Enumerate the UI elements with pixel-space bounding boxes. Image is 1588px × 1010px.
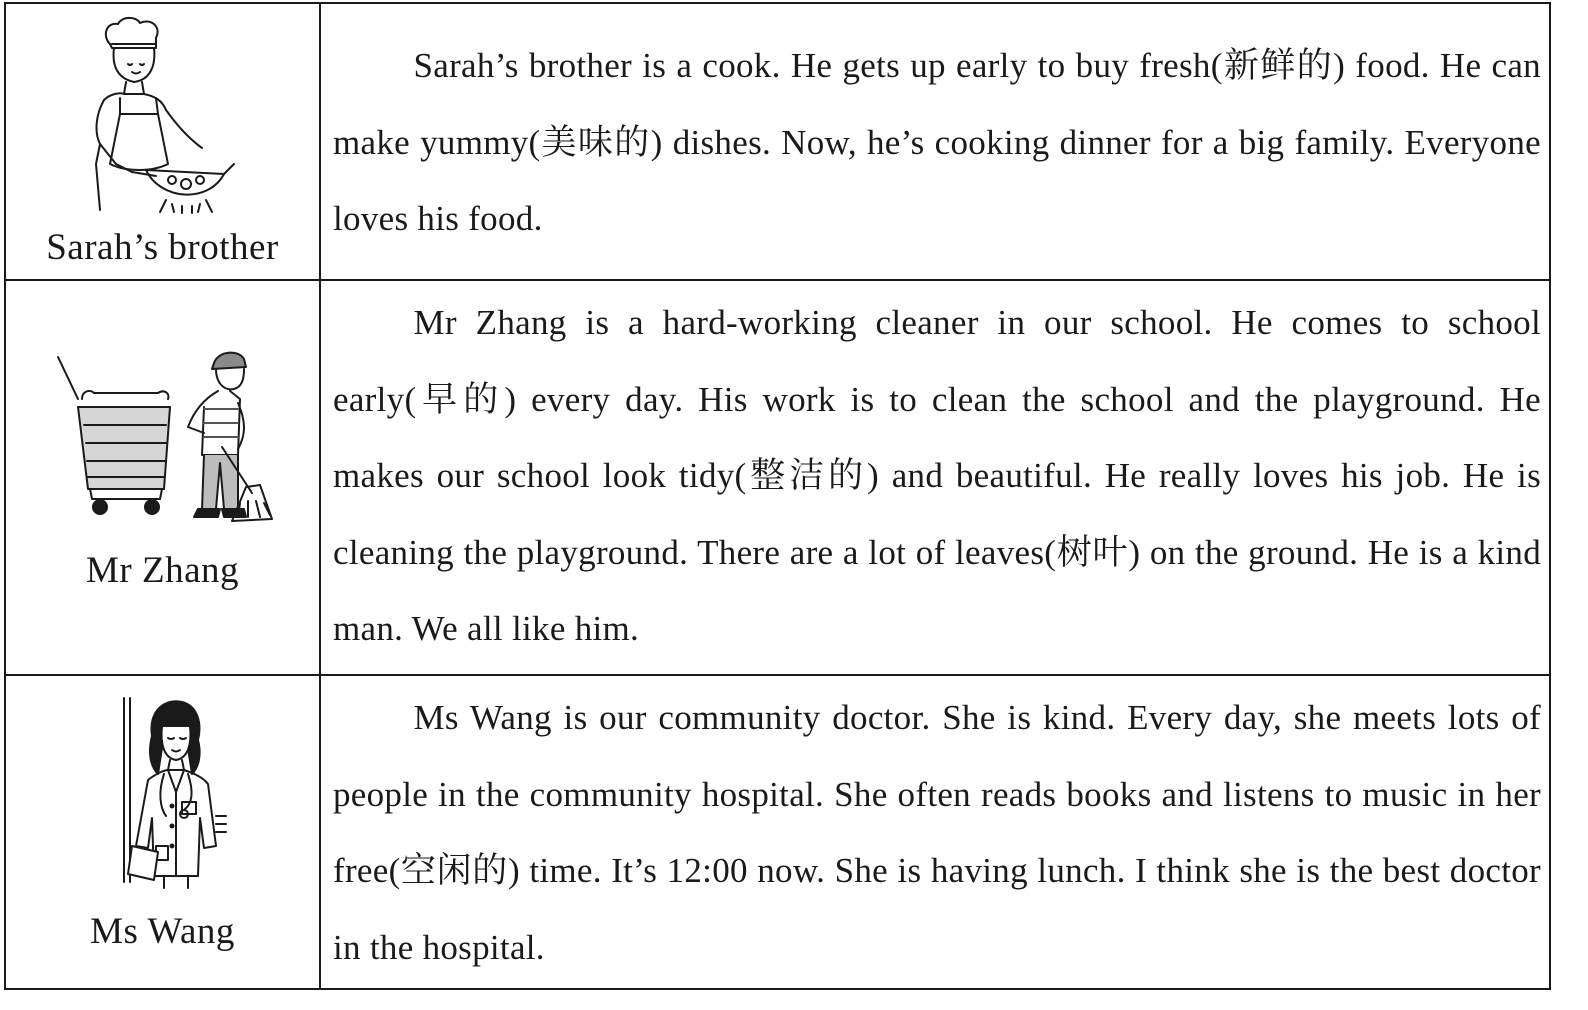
person-name: Mr Zhang	[86, 550, 239, 591]
person-cell	[6, 4, 321, 279]
people-table	[4, 2, 1551, 990]
passage-cell	[321, 4, 1549, 279]
person-cell	[6, 676, 321, 988]
passage-text: Ms Wang is our community doctor. She is kind. Every day, she meets lots of people in the community hospital. She often reads books and listens to music in her free(空闲的) time. It’s 12:00 now. She is having lunch. I think she is the best doctor in the hospital.	[333, 698, 1541, 967]
passage-text: Sarah’s brother is a cook. He gets up early to buy fresh(新鲜的) food. He can make yummy(美味的) dishes. Now, he’s cooking dinner for a big family. Everyone loves his food.	[333, 46, 1541, 238]
person-cell	[6, 281, 321, 674]
doctor-illustration-icon	[118, 696, 228, 892]
table-row	[6, 4, 1549, 281]
table-row	[6, 281, 1549, 676]
cook-illustration-icon	[76, 14, 236, 214]
passage-cell	[321, 281, 1549, 674]
passage-cell	[321, 676, 1549, 988]
cleaner-illustration-icon	[54, 347, 276, 529]
table-row	[6, 676, 1549, 988]
passage-text: Mr Zhang is a hard-working cleaner in our school. He comes to school early(早的) every day. His work is to clean the school and the playground. He makes our school look tidy(整洁的) and beautiful. He really loves his job. He is cleaning the playground. There are a lot of leaves(树叶) on the ground. He is a kind man. We all like him.	[333, 303, 1541, 648]
person-name: Ms Wang	[90, 911, 235, 952]
person-name: Sarah’s brother	[46, 227, 279, 268]
